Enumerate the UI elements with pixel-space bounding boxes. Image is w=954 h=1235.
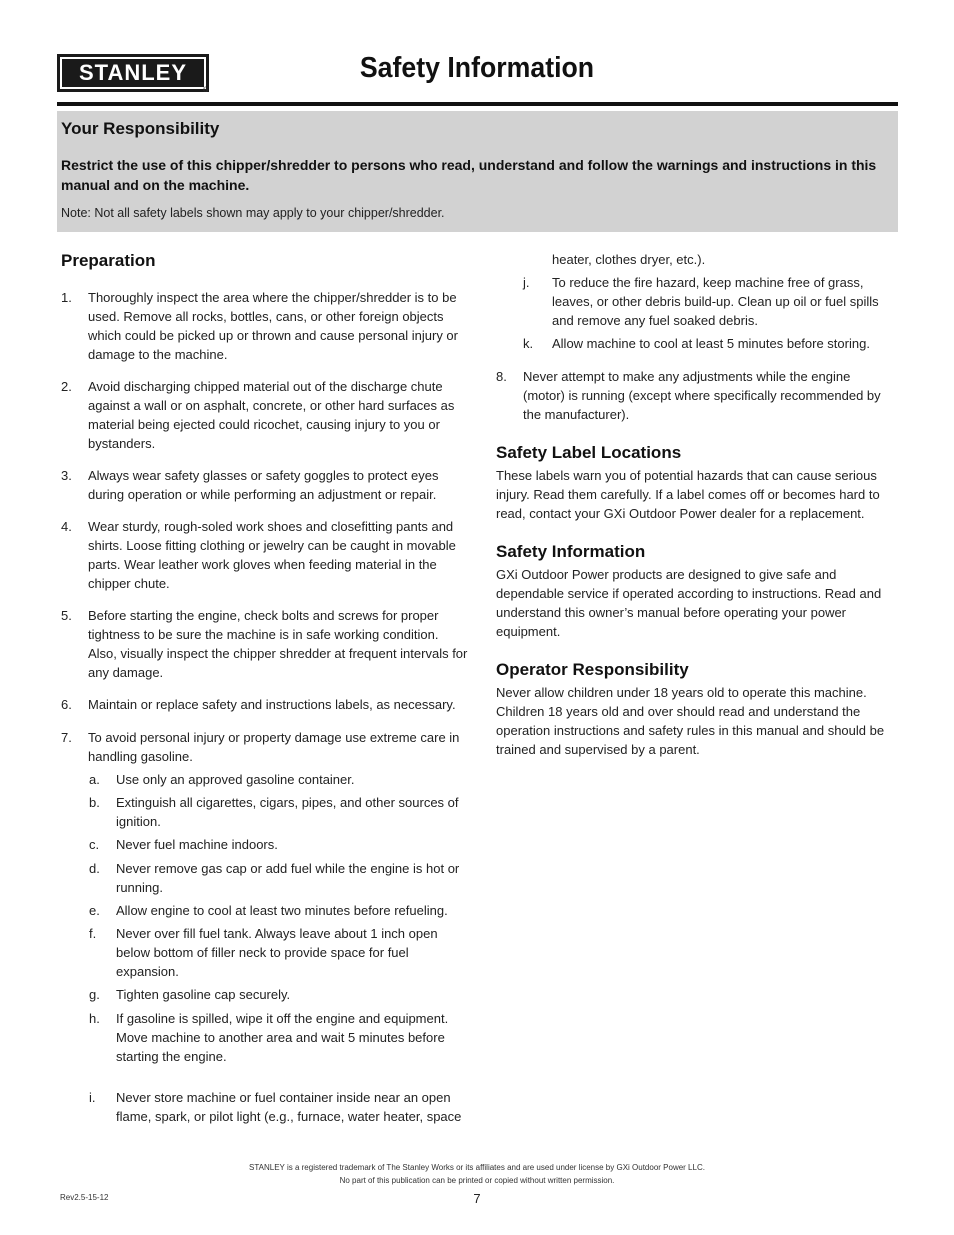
sub-item-letter: f. bbox=[89, 926, 97, 941]
continuation-text: heater, clothes dryer, etc.). bbox=[552, 252, 706, 267]
item-number: 8. bbox=[496, 369, 507, 384]
sub-item-text: Tighten gasoline cap securely. bbox=[116, 987, 291, 1002]
responsibility-text: Restrict the use of this chipper/shredder to persons who read, understand and follow the warnings and instructions in this manual and on the machine. bbox=[61, 157, 877, 193]
sub-item-letter: a. bbox=[89, 772, 100, 787]
item-text: Never attempt to make any adjustments while the engine (motor) is running (except where specifically recommended by the manufacturer). bbox=[523, 369, 881, 422]
responsibility-box bbox=[57, 111, 898, 232]
item-text: To avoid personal injury or property damage use extreme care in handling gasoline. bbox=[88, 730, 460, 764]
sub-item-letter: d. bbox=[89, 861, 100, 876]
responsibility-heading: Your Responsibility bbox=[61, 119, 220, 138]
responsibility-note: Note: Not all safety labels shown may apply to your chipper/shredder. bbox=[61, 206, 445, 220]
sub-item-text: Never store machine or fuel container inside near an open flame, spark, or pilot light (e.g., furnace, water heater, space bbox=[116, 1090, 462, 1124]
item-text: Always wear safety glasses or safety goggles to protect eyes during operation or while performing an adjustment or repair. bbox=[88, 468, 439, 502]
safety-info-text: GXi Outdoor Power products are designed to give safe and dependable service if operated according to instructions. Read and understand this owner’s manual before operating your power equipment. bbox=[496, 567, 882, 639]
registered-mark: ® bbox=[203, 87, 209, 94]
sub-item-text: Allow machine to cool at least 5 minutes before storing. bbox=[552, 336, 870, 351]
item-number: 2. bbox=[61, 379, 72, 394]
item-text: Before starting the engine, check bolts and screws for proper tightness to be sure the machine is in safe working condition. Also, visually inspect the chipper shredder at frequent intervals for any damage. bbox=[88, 608, 468, 680]
item-number: 3. bbox=[61, 468, 72, 483]
sub-item-text: Never fuel machine indoors. bbox=[116, 837, 278, 852]
footer-copyright: No part of this publication can be printed or copied without written permission. bbox=[339, 1176, 615, 1185]
footer-trademark: STANLEY is a registered trademark of The Stanley Works or its affiliates and are used under license by GXi Outdoor Power LLC. bbox=[249, 1163, 705, 1172]
logo-text: STANLEY bbox=[78, 60, 188, 85]
preparation-heading: Preparation bbox=[61, 251, 156, 270]
sub-item-letter: e. bbox=[89, 903, 100, 918]
item-text: Maintain or replace safety and instructions labels, as necessary. bbox=[88, 697, 456, 712]
header-rule bbox=[57, 102, 898, 106]
sub-item-letter: k. bbox=[523, 336, 534, 351]
item-text: Wear sturdy, rough-soled work shoes and closefitting pants and shirts. Loose fitting clothing or jewelry can be caught in movable parts. Wear leather work gloves when feeding material in the chipper chute. bbox=[88, 519, 456, 591]
page-number: 7 bbox=[473, 1191, 481, 1206]
sub-item-letter: i. bbox=[89, 1090, 96, 1105]
sub-item-letter: h. bbox=[89, 1011, 100, 1026]
sub-item-text: Never remove gas cap or add fuel while the engine is hot or running. bbox=[116, 861, 460, 895]
sub-item-text: Allow engine to cool at least two minutes before refueling. bbox=[116, 903, 448, 918]
page-title: Safety Information bbox=[359, 52, 595, 84]
safety-info-heading: Safety Information bbox=[496, 542, 646, 561]
operator-text: Never allow children under 18 years old to operate this machine. Children 18 years old and over should read and understand the operation instructions and safety rules in this manual and should be trained and supervised by a parent. bbox=[496, 685, 885, 757]
item-number: 5. bbox=[61, 608, 72, 623]
item-number: 6. bbox=[61, 697, 72, 712]
sub-item-text: If gasoline is spilled, wipe it off the engine and equipment. Move machine to another area and wait 5 minutes before starting the engine. bbox=[116, 1011, 449, 1064]
sub-item-text: Extinguish all cigarettes, cigars, pipes, and other sources of ignition. bbox=[116, 795, 459, 829]
sub-item-text: Use only an approved gasoline container. bbox=[116, 772, 355, 787]
sub-item-letter: j. bbox=[523, 275, 530, 290]
item-text: Avoid discharging chipped material out of the discharge chute against a wall or on asphalt, concrete, or other hard surfaces as material being ejected could ricochet, causing injury to you or bystanders. bbox=[88, 379, 455, 451]
label-locations-text: These labels warn you of potential hazards that can cause serious injury. Read them carefully. If a label comes off or becomes hard to read, contact your GXi Outdoor Power dealer for a replacement. bbox=[496, 468, 880, 521]
sub-item-letter: b. bbox=[89, 795, 100, 810]
item-number: 4. bbox=[61, 519, 72, 534]
operator-heading: Operator Responsibility bbox=[496, 660, 689, 679]
item-number: 7. bbox=[61, 730, 72, 745]
sub-item-text: To reduce the fire hazard, keep machine free of grass, leaves, or other debris build-up. Clean up oil or fuel spills and remove any fuel soaked debris. bbox=[552, 275, 879, 328]
sub-item-letter: c. bbox=[89, 837, 100, 852]
item-number: 1. bbox=[61, 290, 72, 305]
sub-item-text: Never over fill fuel tank. Always leave about 1 inch open below bottom of filler neck to provide space for fuel expansion. bbox=[116, 926, 438, 979]
sub-item-letter: g. bbox=[89, 987, 100, 1002]
revision-label: Rev2.5-15-12 bbox=[60, 1193, 109, 1202]
item-text: Thoroughly inspect the area where the chipper/shredder is to be used. Remove all rocks, bottles, cans, or other foreign objects which could be picked up or thrown and cause personal injury or damage to the machine. bbox=[88, 290, 458, 362]
label-locations-heading: Safety Label Locations bbox=[496, 443, 682, 462]
